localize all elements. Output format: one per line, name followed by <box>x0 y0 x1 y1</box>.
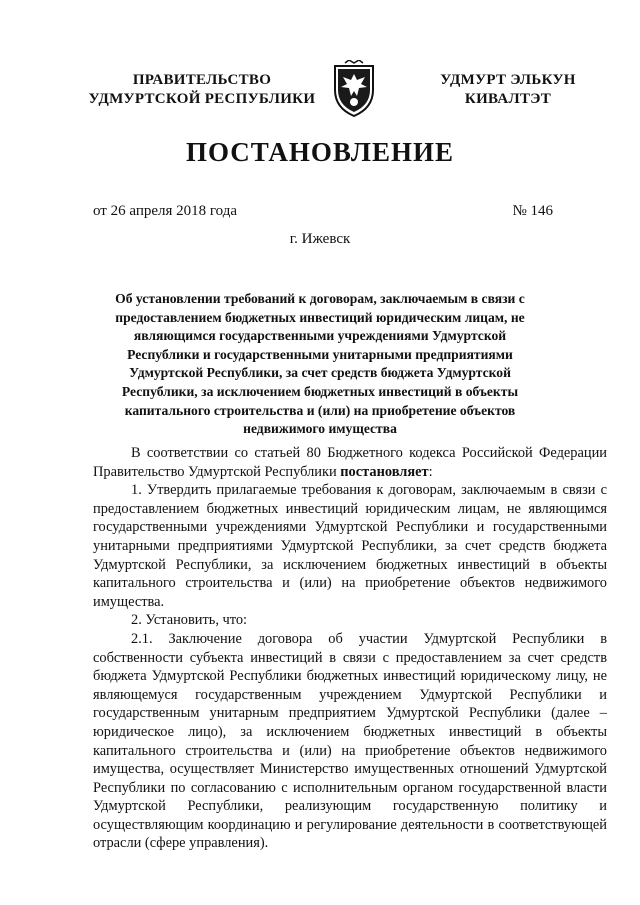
issuer-name-russian <box>82 71 322 109</box>
issuer-line-1: ПРАВИТЕЛЬСТВО <box>132 72 272 88</box>
item-2-paragraph: 2. Установить, что: <box>131 612 248 629</box>
document-title: ПОСТАНОВЛЕНИЕ <box>185 137 455 167</box>
document-city: г. Ижевск <box>289 231 351 247</box>
preamble-text: В соответствии со статьей 80 Бюджетного кодекса Российской Федерации Правительство Удмуртской Республики <box>93 445 607 480</box>
item-1-paragraph: 1. Утвердить прилагаемые требования к договорам, заключаемым в связи с предоставлением бюджетных инвестиций юридическим лицам, не являющимся государственными учреждениями Удмуртской Республики и государственными унитарными предприятиями Удмуртской Республики, за счет средств бюджета Удмуртской Республики, за исключением бюджетных инвестиций в объекты капитального строительства и (или) на приобретение объектов недвижимого имущества. <box>93 482 607 610</box>
document-body <box>93 444 607 853</box>
preamble-paragraph <box>93 444 607 481</box>
preamble-keyword: постановляет <box>340 463 429 480</box>
issuer-line-2: УДМУРТСКОЙ РЕСПУБЛИКИ <box>88 91 316 107</box>
coat-of-arms-icon <box>331 60 377 118</box>
document-date: от 26 апреля 2018 года <box>93 203 238 219</box>
document-number: № 146 <box>512 203 553 219</box>
issuer-name-udmurt <box>428 71 588 109</box>
item-2-1-paragraph: 2.1. Заключение договора об участии Удмуртской Республики в собственности субъекта инвестиций в связи с предоставлением за счет средств бюджета Удмуртской Республики бюджетных инвестиций юридическому лицу, не являющемуся государственным учреждением Удмуртской Республики и государственным унитарным предприятием Удмуртской Республики (далее – юридическое лицо), за исключением бюджетных инвестиций в объекты капитального строительства и (или) на приобретение объектов недвижимого имущества, осуществляет Министерство имущественных отношений Удмуртской Республики по согласованию с исполнительным органом государственной власти Удмуртской Республики, реализующим государственную политику и осуществляющим координацию и регулирование деятельности в соответствующей отрасли (сфере управления). <box>93 630 607 852</box>
preamble-colon: : <box>428 463 433 480</box>
issuer-udmurt-line-2: КИВАЛТЭТ <box>464 91 552 107</box>
document-subject: Об установлении требований к договорам, заключаемым в связи с предоставлением бюджетных инвестиций юридическим лицам, не являющимся государственными учреждениями Удмуртской Республики и государственными унитарными предприятиями Удмуртской Республики, за счет средств бюджета Удмуртской Республики, за исключением бюджетных инвестиций в объекты капитального строительства и (или) на приобретение объектов недвижимого имущества <box>115 291 525 437</box>
issuer-udmurt-line-1: УДМУРТ ЭЛЬКУН <box>440 72 576 88</box>
